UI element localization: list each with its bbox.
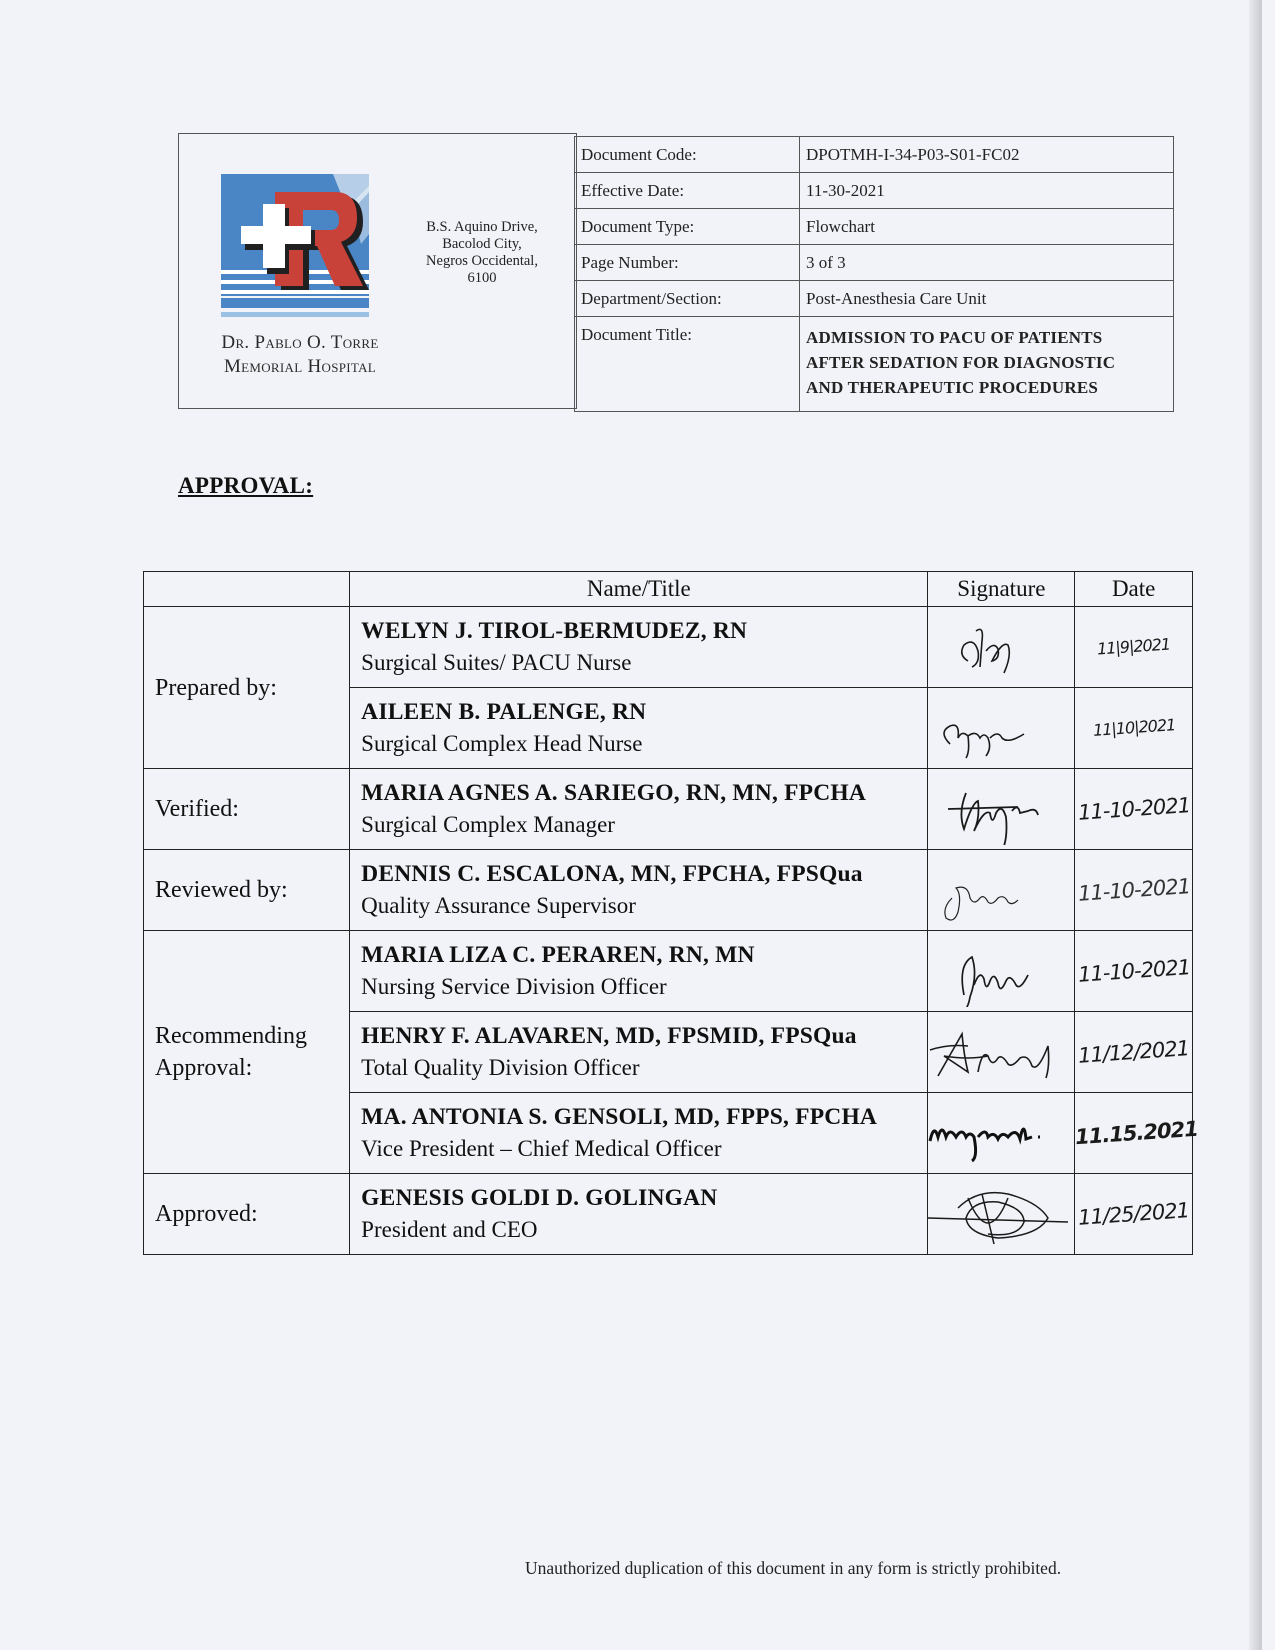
document-title-line: AFTER SEDATION FOR DIAGNOSTIC xyxy=(806,353,1116,372)
date-cell xyxy=(1075,931,1193,1012)
document-header xyxy=(178,133,1176,409)
signed-date: 11-10-2021 xyxy=(1076,874,1191,906)
page-edge xyxy=(1249,0,1262,1650)
signature-image xyxy=(928,854,1074,926)
role-prepared: Prepared by: xyxy=(144,607,350,769)
info-row xyxy=(575,281,1174,317)
person-title: Quality Assurance Supervisor xyxy=(361,893,636,918)
role-label-line: Recommending xyxy=(155,1023,307,1049)
signed-date: 11-10-2021 xyxy=(1076,793,1191,825)
info-row xyxy=(575,173,1174,209)
address-line: B.S. Aquino Drive, xyxy=(426,219,538,235)
signature-image xyxy=(928,1178,1074,1250)
role-recommending xyxy=(144,931,350,1174)
signed-date: 11/12/2021 xyxy=(1077,1036,1190,1068)
person-name: WELYN J. TIROL-BERMUDEZ, RN xyxy=(361,618,748,644)
signed-date: 11-10-2021 xyxy=(1076,955,1191,987)
person-cell xyxy=(350,1093,928,1174)
info-label: Page Number: xyxy=(575,245,800,281)
address-line: Negros Occidental, xyxy=(426,253,538,269)
approval-table xyxy=(143,571,1199,1255)
signed-date: 11.15.2021 xyxy=(1074,1116,1199,1150)
person-title: President and CEO xyxy=(361,1217,538,1242)
person-name: GENESIS GOLDI D. GOLINGAN xyxy=(361,1185,718,1211)
page-number: 3 of 3 xyxy=(800,245,1174,281)
person-title: Surgical Complex Manager xyxy=(361,812,615,837)
signature-column-header: Signature xyxy=(928,572,1075,607)
signature-cell xyxy=(928,607,1075,688)
signature-cell xyxy=(928,1012,1075,1093)
role-verified: Verified: xyxy=(144,769,350,850)
date-cell xyxy=(1075,688,1193,769)
info-row xyxy=(575,245,1174,281)
info-row-title xyxy=(575,317,1174,412)
address-line: 6100 xyxy=(467,270,497,286)
person-title: Vice President – Chief Medical Officer xyxy=(361,1136,722,1161)
person-name: HENRY F. ALAVAREN, MD, FPSMID, FPSQua xyxy=(361,1023,857,1049)
person-title: Surgical Complex Head Nurse xyxy=(361,731,643,756)
signature-image xyxy=(928,773,1074,845)
person-name: MARIA AGNES A. SARIEGO, RN, MN, FPCHA xyxy=(361,780,867,806)
signature-cell xyxy=(928,1174,1075,1255)
hospital-name xyxy=(195,331,405,379)
hospital-name-line1: Dr. Pablo O. Torre xyxy=(221,332,379,353)
person-name: MA. ANTONIA S. GENSOLI, MD, FPPS, FPCHA xyxy=(361,1104,878,1130)
hospital-logo xyxy=(221,174,379,324)
department-section: Post-Anesthesia Care Unit xyxy=(800,281,1174,317)
table-row xyxy=(144,607,1193,688)
approval-heading: APPROVAL: xyxy=(178,473,314,498)
info-row xyxy=(575,209,1174,245)
date-cell xyxy=(1075,769,1193,850)
table-row xyxy=(144,1174,1193,1255)
signed-date: 11|9|2021 xyxy=(1096,634,1171,659)
document-type: Flowchart xyxy=(800,209,1174,245)
person-cell xyxy=(350,850,928,931)
address-line: Bacolod City, xyxy=(442,236,522,252)
person-name: DENNIS C. ESCALONA, MN, FPCHA, FPSQua xyxy=(361,861,863,887)
hospital-address xyxy=(407,219,557,287)
info-label: Document Type: xyxy=(575,209,800,245)
date-column-header: Date xyxy=(1075,572,1193,607)
person-cell xyxy=(350,688,928,769)
role-reviewed: Reviewed by: xyxy=(144,850,350,931)
role-approved: Approved: xyxy=(144,1174,350,1255)
info-label: Document Code: xyxy=(575,137,800,173)
signature-cell xyxy=(928,769,1075,850)
info-label: Document Title: xyxy=(575,317,800,412)
date-cell xyxy=(1075,607,1193,688)
signature-cell xyxy=(928,1093,1075,1174)
signature-image xyxy=(928,692,1074,764)
signature-image xyxy=(928,611,1074,683)
document-info-table xyxy=(574,136,1174,412)
date-cell xyxy=(1075,1012,1193,1093)
person-name: AILEEN B. PALENGE, RN xyxy=(361,699,647,725)
info-row xyxy=(575,137,1174,173)
effective-date: 11-30-2021 xyxy=(800,173,1174,209)
document-title-line: ADMISSION TO PACU OF PATIENTS xyxy=(806,328,1103,347)
signature-image xyxy=(928,935,1074,1007)
person-title: Surgical Suites/ PACU Nurse xyxy=(361,650,632,675)
person-cell xyxy=(350,607,928,688)
hospital-name-line2: Memorial Hospital xyxy=(223,356,377,377)
date-cell xyxy=(1074,1093,1199,1174)
person-cell xyxy=(350,1174,928,1255)
person-title: Nursing Service Division Officer xyxy=(361,974,667,999)
table-row xyxy=(144,850,1193,931)
signature-cell xyxy=(928,850,1075,931)
person-title: Total Quality Division Officer xyxy=(361,1055,640,1080)
document-title xyxy=(800,317,1174,412)
date-cell xyxy=(1075,850,1193,931)
table-row xyxy=(144,931,1193,1012)
hospital-logo-box xyxy=(178,133,577,409)
footer-note: Unauthorized duplication of this document in any form is strictly prohibited. xyxy=(525,1558,1062,1578)
signature-cell xyxy=(928,688,1075,769)
person-cell xyxy=(350,769,928,850)
name-column-header: Name/Title xyxy=(350,572,928,607)
document-title-line: AND THERAPEUTIC PROCEDURES xyxy=(806,378,1099,397)
signature-cell xyxy=(928,931,1075,1012)
role-label-line: Approval: xyxy=(155,1055,253,1081)
person-name: MARIA LIZA C. PERAREN, RN, MN xyxy=(361,942,755,968)
approval-header-row xyxy=(144,572,1193,607)
info-label: Effective Date: xyxy=(575,173,800,209)
date-cell xyxy=(1075,1174,1193,1255)
info-label: Department/Section: xyxy=(575,281,800,317)
table-row xyxy=(144,769,1193,850)
signed-date: 11|10|2021 xyxy=(1091,715,1176,740)
person-cell xyxy=(350,1012,928,1093)
role-column-header xyxy=(144,572,350,607)
document-code: DPOTMH-I-34-P03-S01-FC02 xyxy=(800,137,1174,173)
signature-image xyxy=(928,1016,1074,1088)
person-cell xyxy=(350,931,928,1012)
signature-image xyxy=(928,1097,1074,1169)
signed-date: 11/25/2021 xyxy=(1077,1198,1190,1230)
